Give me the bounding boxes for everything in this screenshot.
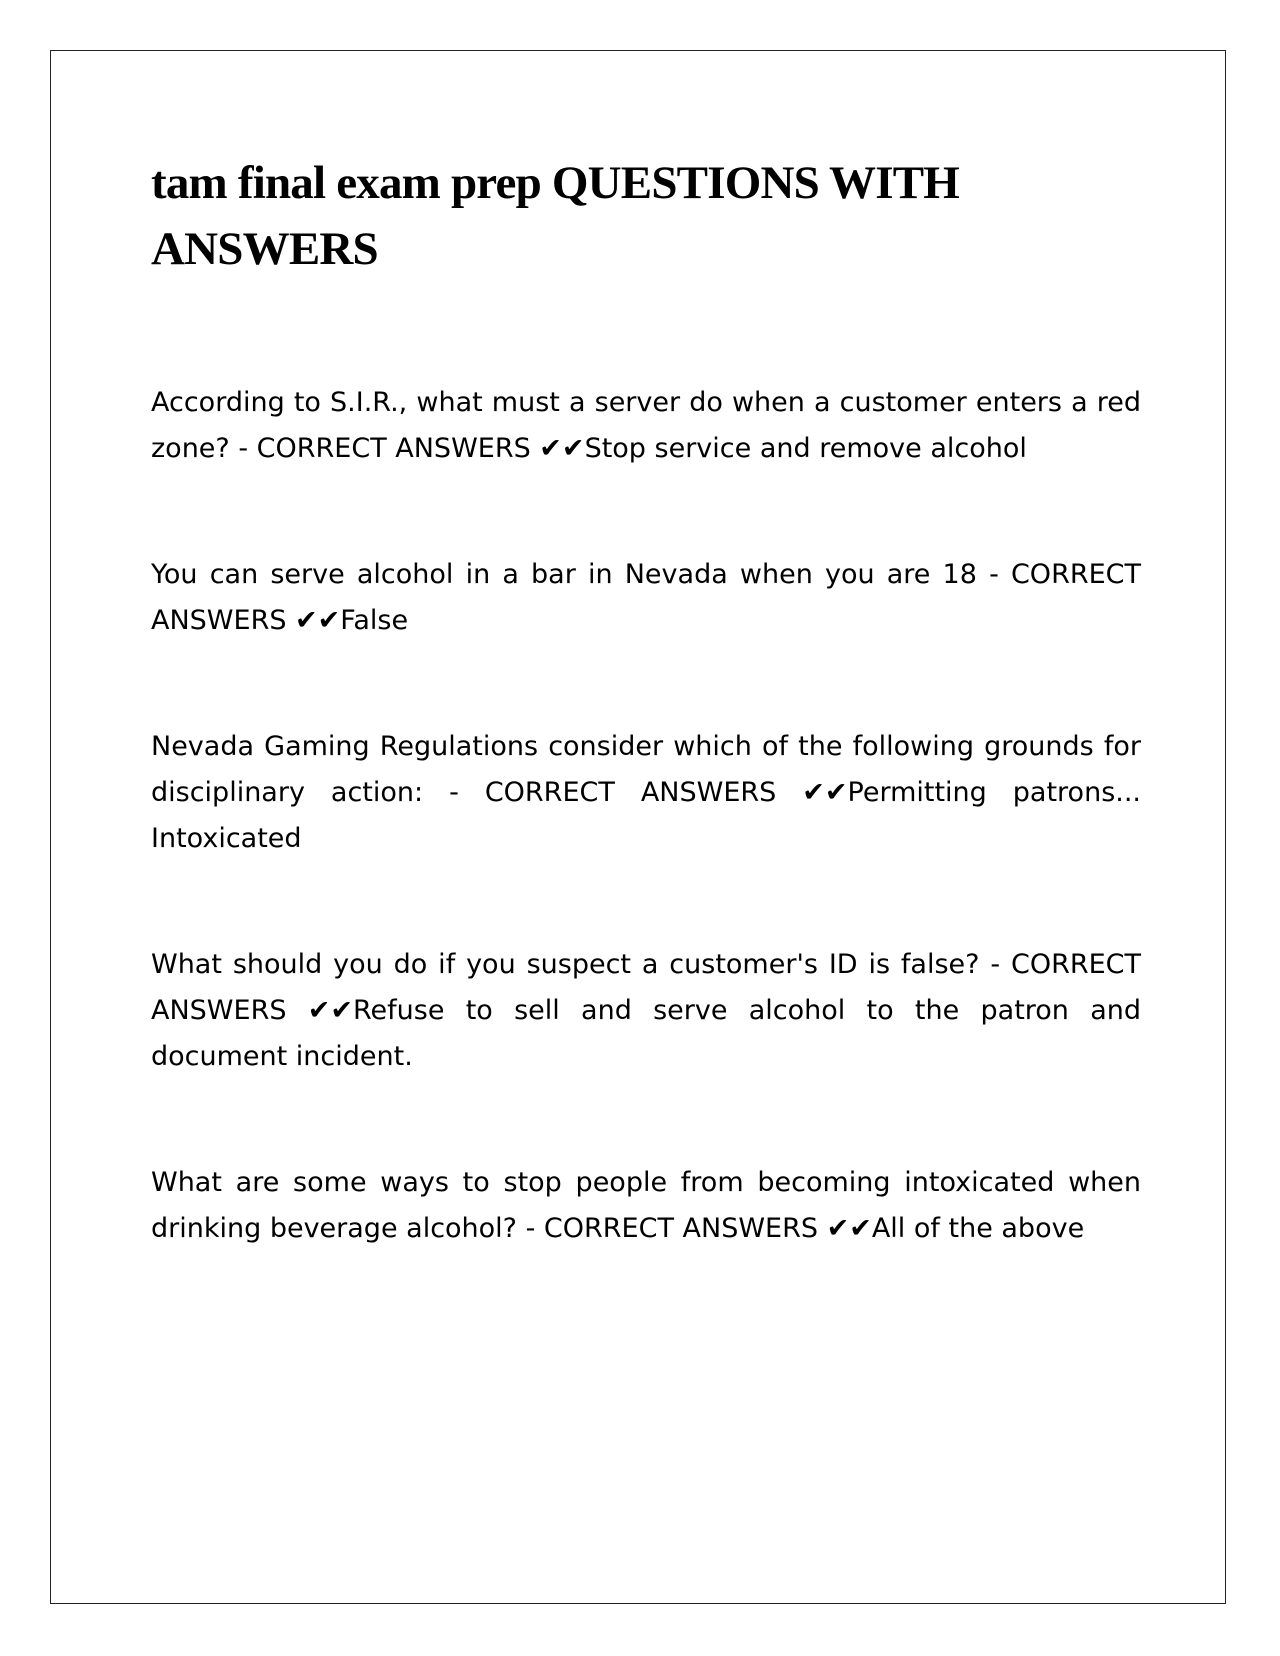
question-text: You can serve alcohol in a bar in Nevada when you are 18 - CORRECT ANSWERS ✔✔ (151, 559, 1141, 636)
answer-text: Permitting patrons... Intoxicated (151, 777, 1142, 854)
answer-text: Refuse to sell and serve alcohol to the patron and document incident. (151, 995, 1141, 1072)
document-title: tam final exam prep QUESTIONS WITH ANSWERS (151, 157, 960, 275)
question-text: Nevada Gaming Regulations consider which of the following grounds for disciplinary action: - CORRECT ANSWERS ✔✔ (151, 731, 1141, 808)
qa-item (151, 942, 1141, 1080)
qa-list (151, 380, 1141, 1332)
answer-text: Stop service and remove alcohol (584, 433, 1027, 464)
question-text: What are some ways to stop people from becoming intoxicated when drinking beverage alcohol? - CORRECT ANSWERS ✔✔ (151, 1167, 1141, 1244)
qa-item (151, 552, 1141, 644)
answer-text: False (340, 605, 409, 636)
answer-text: All of the above (871, 1213, 1085, 1244)
question-text: According to S.I.R., what must a server do when a customer enters a red zone? - CORRECT ANSWERS ✔✔ (151, 387, 1141, 464)
qa-item (151, 380, 1141, 472)
qa-item (151, 1160, 1141, 1252)
question-text: What should you do if you suspect a customer's ID is false? - CORRECT ANSWERS ✔✔ (151, 949, 1141, 1026)
qa-item (151, 724, 1141, 862)
